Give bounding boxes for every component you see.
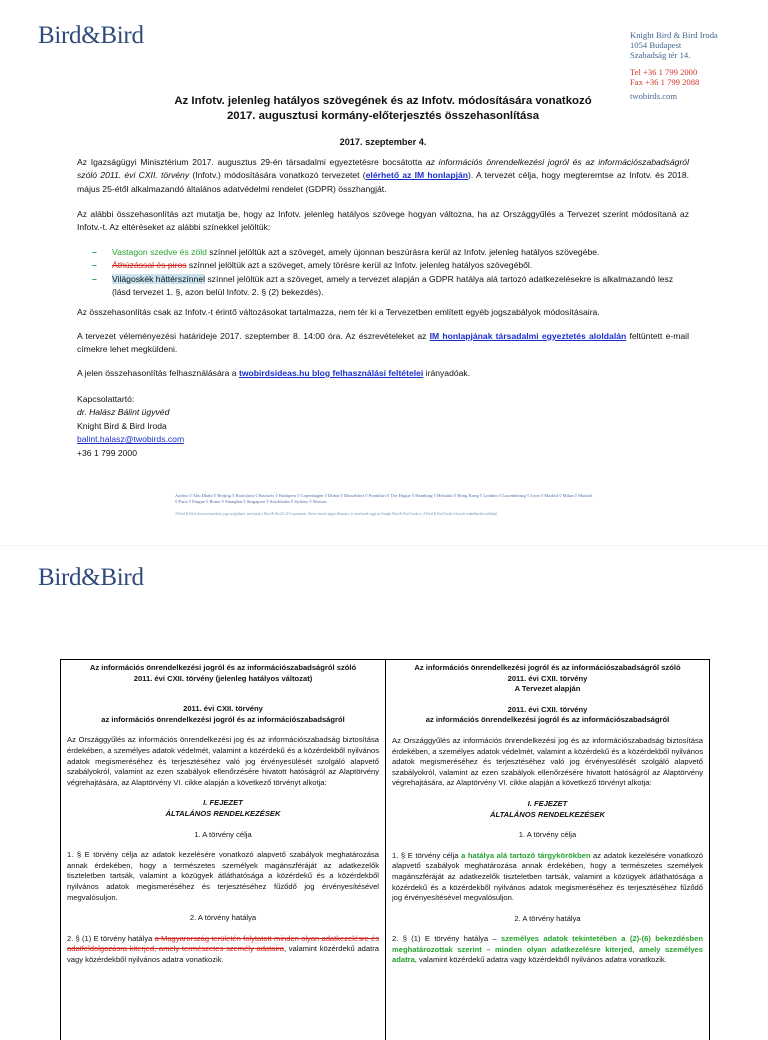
intro-text-1: Az Igazságügyi Minisztérium 2017. augusztus 29-én társadalmi egyeztetésre bocsátotta xyxy=(77,157,426,167)
legend-inserted-text: színnel jelöltük azt a szöveget, amely újonnan beszúrásra kerül az Infotv. jelenleg hatályos szövegébe. xyxy=(206,247,600,257)
intro-paragraph xyxy=(77,156,689,196)
legend-deleted-mark: Áthúzással és piros xyxy=(112,260,187,271)
right-sec1-end: az adatok kezelésére vonatkozó alapvető szabályok meghatározása annak érdekében, hogy a természetes személyek magánszféráját az adatkezelők tiszteletben tartsák, valamint a közügyek átláthatósága a közérdekű és a közérdekből nyilvános adatok megismeréséhez és terjesztéséhez fűződő jog érvényesítésével megvalósuljon. xyxy=(392,850,703,903)
deadline-text-1: A tervezet véleményezési határideje 2017. szeptember 8. 14:00 óra. Az észrevételeket az xyxy=(77,331,430,341)
right-sec1-start: 1. § E törvény célja xyxy=(392,850,462,860)
firm-address-line1: 1054 Budapest xyxy=(630,40,682,51)
left-law-title: az információs önrendelkezési jogról és az információszabadságról xyxy=(101,714,345,724)
legend-highlighted-text: színnel jelöltük azt a szöveget, amely a tervezet alapján a GDPR hatálya alá tartozó adatkezelésekre is alkalmazandó lesz (lásd tervezet 1. §, azon belül Infotv. 2. § (2) bekezdés). xyxy=(112,273,674,298)
legend-highlighted-mark: Világoskék háttérszínnel xyxy=(112,273,205,284)
left-section1-text: 1. § E törvény célja az adatok kezelésére vonatkozó alapvető szabályok meghatározása annak érdekében, hogy a természetes személyek magánszféráját az adatkezelők tiszteletben tartsák, valamint a közügyek átláthatósága a közérdekű és a közérdekből nyilvános adatok megismeréséhez és terjesztéséhez fűződő jog érvényesítésével megvalósuljon. xyxy=(67,850,379,902)
right-chapter-title: ÁLTALÁNOS RENDELKEZÉSEK xyxy=(490,809,605,819)
im-consultation-link[interactable]: IM honlapjának társadalmi egyeztetés aloldalán xyxy=(429,331,627,341)
intro-text-3: ). A tervezet célja, hogy megteremtse az Infotv. és 2018. május 25-étől alkalmazandó általános adatvédelmi rendelet (GDPR) összhangját. xyxy=(77,170,689,194)
left-section1-title: 1. A törvény célja xyxy=(194,829,252,839)
firm-website[interactable]: twobirds.com xyxy=(630,91,678,102)
blog-terms-link[interactable]: twobirdsideas.hu blog felhasználási feltételei xyxy=(238,368,424,378)
right-sec2-end: , valamint közérdekű adatra vagy közérdekből nyilvános adatra vonatkozik. xyxy=(414,955,667,965)
intro-law-title: az információs önrendelkezési jogról és az információszabadságról szóló 2011. évi CXII. törvény xyxy=(77,157,689,181)
right-law-number: 2011. évi CXII. törvény xyxy=(507,704,588,714)
right-header-line-3: A Tervezet alapján xyxy=(514,684,581,694)
right-sec2-inserted: személyes adatok tekintetében a (2)-(6) bekezdésben meghatározottak szerint – minden olyan adatkezelésre kiterjed, amely személyes adatra xyxy=(392,934,703,965)
usage-terms-paragraph xyxy=(77,367,689,380)
color-legend-list xyxy=(92,246,688,300)
left-section2-text xyxy=(67,934,379,966)
left-chapter-number: I. FEJEZET xyxy=(203,798,243,808)
right-sec1-inserted: a hatálya alá tartozó tárgykörökben xyxy=(461,850,591,860)
legend-dash: – xyxy=(92,273,97,284)
logo-text-bird-1: Bird xyxy=(38,22,82,49)
legal-disclaimer: A Bird & Bird olyan nemzetközi jogi szolgáltató, amelynek a Bird & Bird LLP és partnerei, illetve társult tagjai állomást, és amelynek tagja az Knight Bird & Bird Iroda is. A Bird & Bird Iroda felsorolt rendelkezik irodákkal. xyxy=(175,512,499,516)
firm-name: Knight Bird & Bird Iroda xyxy=(630,30,718,40)
logo-ampersand: & xyxy=(81,564,101,591)
firm-tel: Tel +36 1 799 2000 xyxy=(630,66,698,77)
contact-block xyxy=(77,393,184,460)
legend-deleted-text: színnel jelöltük azt a szöveget, amely törésre kerül az Infotv. jelenleg hatályos szövegéből. xyxy=(186,260,533,271)
legend-item-highlighted xyxy=(92,273,688,300)
usage-text-1: A jelen összehasonlítás felhasználására a xyxy=(77,368,239,378)
title-line-2: 2017. augusztusi kormány-előterjesztés összehasonlítása xyxy=(226,110,540,122)
right-preamble: Az Országgyűlés az információs önrendelkezési jog és az információszabadság biztosítása érdekében, a személyes adatok védelmét, valamint a közérdekű és a közérdekből nyilvános adatok megismeréséhez és terjesztéséhez való jog érvényesülését szolgáló alapvető szabályokról, valamint az ezen szabályok ellenőrzésére hivatott hatóságról az Alaptörvény végrehajtására, az Alaptörvény VI. cikke alapján a következő törvényt alkotja: xyxy=(392,735,703,788)
legend-dash: – xyxy=(92,260,97,271)
logo-ampersand: & xyxy=(81,22,101,49)
left-section2-title: 2. A törvény hatálya xyxy=(189,913,257,923)
comparison-explanation: Az alábbi összehasonlítás azt mutatja be, hogy az Infotv. jelenleg hatályos szövege hogyan változna, ha az Országgyűlés a Tervezet szerint módosítaná az Infotv.-t. Az eltéréseket az alábbi színekkel jelöltük: xyxy=(77,209,689,233)
right-law-title: az információs önrendelkezési jogról és az információszabadságról xyxy=(425,715,670,725)
right-section1-title: 1. A törvény célja xyxy=(518,830,577,840)
legend-dash: – xyxy=(92,247,97,257)
left-header-line-2: 2011. évi CXII. törvény (jelenleg hatályos változat) xyxy=(133,673,313,683)
page-separator xyxy=(0,545,768,546)
legend-inserted-mark: Vastagon szedve és zöld xyxy=(112,247,207,257)
contact-name: dr. Halász Bálint ügyvéd xyxy=(77,407,170,418)
contact-phone: +36 1 799 2000 xyxy=(77,447,137,458)
logo-text-bird-2: Bird xyxy=(100,564,144,591)
logo-text-bird-1: Bird xyxy=(38,564,82,591)
right-header-line-1: Az információs önrendelkezési jogról és az információszabadságról szóló xyxy=(414,663,681,672)
scope-note: Az összehasonlítás csak az Infotv.-t érintő változásokat tartalmazza, nem tér ki a Tervezetben említett egyéb jogszabályok módosításaira. xyxy=(77,307,600,317)
right-sec2-start: 2. § (1) E törvény hatálya – xyxy=(392,934,501,944)
usage-text-2: irányadóak. xyxy=(423,368,471,378)
firm-fax: Fax +36 1 799 2088 xyxy=(630,76,700,87)
legend-item-inserted xyxy=(92,246,688,259)
contact-email-link[interactable]: balint.halasz@twobirds.com xyxy=(77,434,185,445)
left-sec2-start: 2. § (1) E törvény hatálya xyxy=(67,933,155,943)
deadline-paragraph xyxy=(77,330,689,357)
title-line-1: Az Infotv. jelenleg hatályos szövegének és az Infotv. módosítására vonatkozó xyxy=(174,95,592,107)
deadline-text-2: feltüntett e-mail címekre lehet megküldeni. xyxy=(77,331,689,355)
left-header-line-1: Az információs önrendelkezési jogról és az információszabadságról szóló xyxy=(89,663,357,672)
right-section1-text xyxy=(392,851,703,904)
firm-contact-block xyxy=(630,30,718,101)
left-preamble: Az Országgyűlés az információs önrendelkezési jog és az információszabadság biztosítása érdekében, a személyes adatok védelmét, valamint a közérdekű és a közérdekből nyilvános adatok megismeréséhez és terjesztéséhez való jog érvényesülését szolgáló alapvető szabályokról, valamint az ezen szabályok ellenőrzésére hivatott hatóságról az Alaptörvény végrehajtására, az Alaptörvény VI. cikke alapján a következő törvényt alkotja: xyxy=(67,735,379,787)
right-header-line-2: 2011. évi CXII. törvény xyxy=(507,673,588,683)
document-title xyxy=(76,94,690,124)
office-locations: Aarhus ◊ Abu Dhabi ◊ Beijing ◊ Bratislava ◊ Brussels ◊ Budapest ◊ Copenhagen ◊ Dubai ◊ Düsseldorf ◊ Frankfurt ◊ The Hague ◊ Hamburg ◊ Helsinki ◊ Hong Kong ◊ London ◊ Luxembourg ◊ Lyon ◊ Madrid ◊ Milan ◊ Munich ◊ Paris ◊ Prague ◊ Rome ◊ Shanghai ◊ Singapore ◊ Stockholm ◊ Sydney ◊ Warsaw xyxy=(175,493,593,505)
right-chapter-number: I. FEJEZET xyxy=(527,798,568,808)
contact-label: Kapcsolattartó: xyxy=(77,394,135,404)
current-text-column xyxy=(61,660,385,1040)
bird-and-bird-logo-page2 xyxy=(38,564,144,592)
right-section2-text xyxy=(392,934,703,966)
draft-text-column xyxy=(385,660,709,1040)
document-date: 2017. szeptember 4. xyxy=(339,137,427,147)
left-sec2-deleted: a Magyarország területén folytatott minden olyan adatkezelésre és adatfeldolgozásra kiterjed, amely természetes személy adataira xyxy=(67,933,379,954)
left-sec2-end: , valamint közérdekű adatra vagy közérdekből nyilvános adatra vonatkozik. xyxy=(67,944,379,964)
left-chapter-title: ÁLTALÁNOS RENDELKEZÉSEK xyxy=(165,808,281,818)
comparison-table xyxy=(60,659,710,1040)
intro-text-2: (Infotv.) módosítására vonatkozó tervezetet ( xyxy=(189,170,366,181)
contact-firm: Knight Bird & Bird Iroda xyxy=(77,420,167,431)
left-law-number: 2011. évi CXII. törvény xyxy=(183,704,263,714)
im-website-link[interactable]: elérhető az IM honlapján xyxy=(365,170,468,181)
legend-item-deleted xyxy=(92,259,688,272)
right-section2-title: 2. A törvény hatálya xyxy=(514,913,581,923)
logo-text-bird-2: Bird xyxy=(100,22,144,49)
firm-address-line2: Szabadság tér 14. xyxy=(630,50,691,61)
bird-and-bird-logo xyxy=(38,22,144,50)
